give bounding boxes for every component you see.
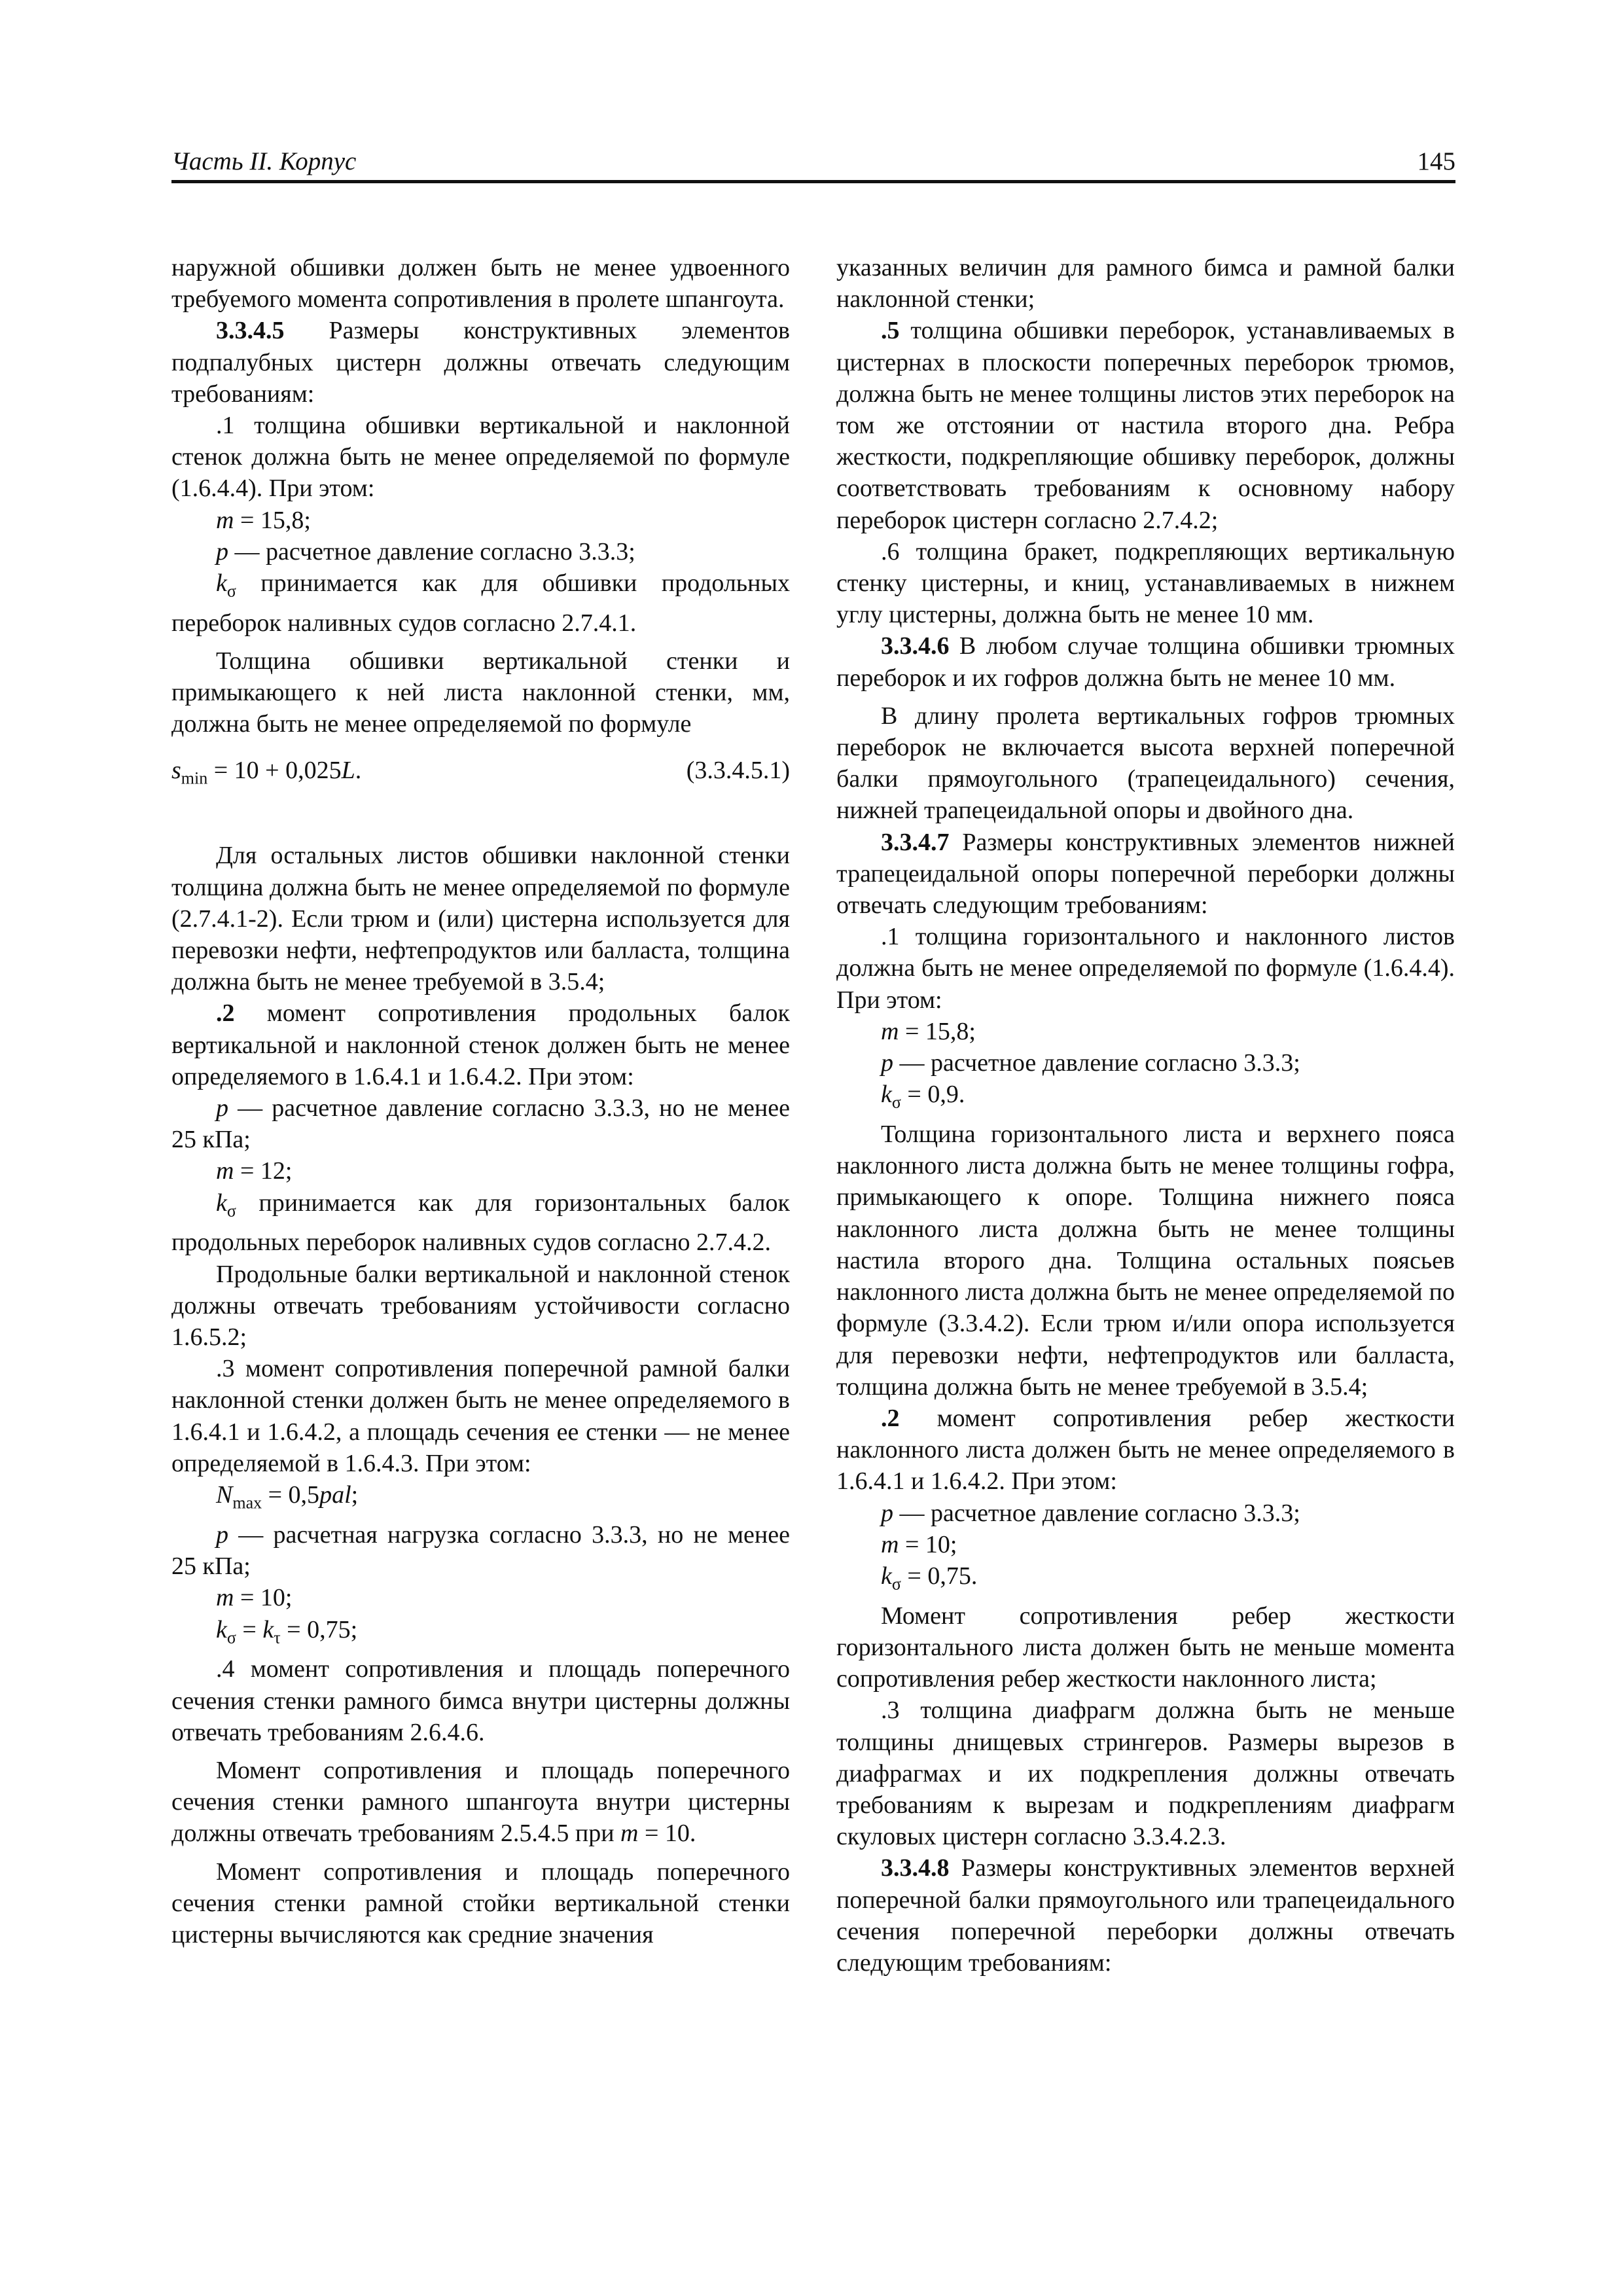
header-title: Часть II. Корпус bbox=[171, 147, 357, 175]
page-number: 145 bbox=[1417, 147, 1455, 175]
paragraph: Момент сопротивления ребер жесткости горизонтального листа должен быть не меньше момента сопротивления ребер жесткости наклонного листа; bbox=[836, 1602, 1455, 1693]
paragraph: .1 толщина обшивки вертикальной и наклонной стенок должна быть не менее определяемой по формуле (1.6.4.4). При этом: bbox=[171, 412, 790, 503]
formula-line: m = 10; bbox=[216, 1584, 293, 1612]
formula-line: m = 10; bbox=[881, 1530, 957, 1558]
section-number: 3.3.4.5 bbox=[216, 317, 285, 345]
paragraph: 3.3.4.6 В любом случае толщина обшивки трюмных переборок и их гофров должна быть не менее 10 мм. bbox=[836, 632, 1455, 692]
paragraph: В длину пролета вертикальных гофров трюмных переборок не включается высота верхней поперечной балки прямоугольного (трапецеидального) сечения, нижней трапецеидальной опоры и двойного дна. bbox=[836, 702, 1455, 825]
formula-line: $k_\sigma = k_\tau = 0,75$; bbox=[216, 1615, 358, 1647]
paragraph: Продольные балки вертикальной и наклонной стенок должны отвечать требованиям устойчивости согласно 1.6.5.2; bbox=[171, 1260, 790, 1352]
paragraph: указанных величин для рамного бимса и рамной балки наклонной стенки; bbox=[836, 254, 1455, 314]
paragraph: 3.3.4.5 Размеры конструктивных элементов подпалубных цистерн должны отвечать следующим требованиям: bbox=[171, 317, 790, 408]
paragraph: Толщина горизонтального листа и верхнего пояса наклонного листа должна быть не менее толщины гофра, примыкающего к опоре. Толщина нижнего пояса наклонного листа должна быть не менее толщины настила второго дна. Толщина остальных поясьев наклонного листа должна быть не менее определяемой по формуле (3.3.4.2). Если трюм и/или опора используется для перевозки нефти, нефтепродуктов или балласта, толщина должна быть не менее требуемой в 3.5.4; bbox=[836, 1121, 1455, 1401]
paragraph: .1 толщина горизонтального и наклонного листов должна быть не менее определяемой по формуле (1.6.4.4). При этом: bbox=[836, 923, 1455, 1014]
equation-number: (3.3.4.5.1) bbox=[686, 756, 790, 784]
equation: $s_{min} = 10 + 0,025L$. (3.3.4.5.1) bbox=[171, 755, 790, 795]
paragraph: наружной обшивки должен быть не менее удвоенного требуемого момента сопротивления в пролете шпангоута. bbox=[171, 254, 790, 314]
paragraph: $k_\sigma$ принимается как для обшивки продольных переборок наливных судов согласно 2.7.4.1. bbox=[171, 569, 790, 637]
paragraph: .2 момент сопротивления ребер жесткости наклонного листа должен быть не менее определяемого в 1.6.4.1 и 1.6.4.2. При этом: bbox=[836, 1404, 1455, 1496]
section-number: 3.3.4.6 bbox=[881, 632, 950, 660]
paragraph: $k_\sigma$ принимается как для горизонтальных балок продольных переборок наливных судов согласно 2.7.4.2. bbox=[171, 1189, 790, 1257]
formula-line: m = 15,8; bbox=[881, 1017, 976, 1045]
formula-line: m = 15,8; bbox=[216, 506, 311, 534]
formula-line: m = 12; bbox=[216, 1157, 293, 1185]
paragraph: p — расчетная нагрузка согласно 3.3.3, но не менее 25 кПа; bbox=[171, 1520, 790, 1581]
paragraph: .6 толщина бракет, подкрепляющих вертикальную стенку цистерны, и книц, устанавливаемых в нижнем углу цистерны, должна быть не менее 10 мм. bbox=[836, 537, 1455, 629]
paragraph: .5 толщина обшивки переборок, устанавливаемых в цистернах в плоскости поперечных переборок трюмов, должна быть не менее толщины листов этих переборок на том же отстоянии от настила второго дна. Ребра жесткости, подкрепляющие обшивку переборок, должны соответствовать требованиям к основному набору переборок цистерн согласно 2.7.4.2; bbox=[836, 317, 1455, 534]
paragraph: p — расчетное давление согласно 3.3.3, но не менее 25 кПа; bbox=[171, 1094, 790, 1154]
paragraph: .3 толщина диафрагм должна быть не меньше толщины днищевых стрингеров. Размеры вырезов в диафрагмах и их подкрепления должны отвечать требованиям к вырезам и подкреплениям диафрагм скуловых цистерн согласно 3.3.4.2.3. bbox=[836, 1696, 1455, 1851]
paragraph: 3.3.4.8 Размеры конструктивных элементов верхней поперечной балки прямоугольного или трапецеидального сечения поперечной переборки должны отвечать следующим требованиям: bbox=[836, 1854, 1455, 1977]
formula-line: $k_\sigma = 0,75$. bbox=[881, 1562, 978, 1594]
formula-line: p — расчетное давление согласно 3.3.3; bbox=[881, 1049, 1300, 1077]
left-column bbox=[171, 252, 790, 1950]
paragraph: .4 момент сопротивления и площадь поперечного сечения стенки рамного бимса внутри цистерны должны отвечать требованиям 2.6.4.6. bbox=[171, 1655, 790, 1746]
paragraph: .3 момент сопротивления поперечной рамной балки наклонной стенки должен быть не менее определяемого в 1.6.4.1 и 1.6.4.2, а площадь сечения ее стенки — не менее определяемой в 1.6.4.3. При этом: bbox=[171, 1355, 790, 1477]
section-number: 3.3.4.7 bbox=[881, 828, 950, 856]
paragraph: Для остальных листов обшивки наклонной стенки толщина должна быть не менее определяемой по формуле (2.7.4.1-2). Если трюм и (или) цистерна используется для перевозки нефти, нефтепродуктов или балласта, толщина должна быть не менее требуемой в 3.5.4; bbox=[171, 842, 790, 996]
paragraph: 3.3.4.7 Размеры конструктивных элементов нижней трапецеидальной опоры поперечной переборки должны отвечать следующим требованиям: bbox=[836, 828, 1455, 920]
right-column bbox=[836, 252, 1455, 1979]
section-number: 3.3.4.8 bbox=[881, 1854, 950, 1882]
formula-line: $N_{max} = 0,5pal$; bbox=[216, 1481, 359, 1513]
paragraph: Момент сопротивления и площадь поперечного сечения стенки рамного шпангоута внутри цистерны должны отвечать требованиям 2.5.4.5 при m = 10. bbox=[171, 1756, 790, 1848]
formula-line: p — расчетное давление согласно 3.3.3; bbox=[216, 537, 635, 565]
paragraph: Момент сопротивления и площадь поперечного сечения стенки рамной стойки вертикальной стенки цистерны вычисляются как средние значения bbox=[171, 1857, 790, 1948]
paragraph: .2 момент сопротивления продольных балок вертикальной и наклонной стенок должен быть не менее определяемого в 1.6.4.1 и 1.6.4.2. При этом: bbox=[171, 999, 790, 1090]
paragraph: Толщина обшивки вертикальной стенки и примыкающего к ней листа наклонной стенки, мм, должна быть не менее определяемой по формуле bbox=[171, 647, 790, 738]
formula-line: p — расчетное давление согласно 3.3.3; bbox=[881, 1499, 1300, 1527]
formula-line: $k_\sigma = 0,9$. bbox=[881, 1081, 965, 1112]
running-header bbox=[171, 141, 1455, 183]
